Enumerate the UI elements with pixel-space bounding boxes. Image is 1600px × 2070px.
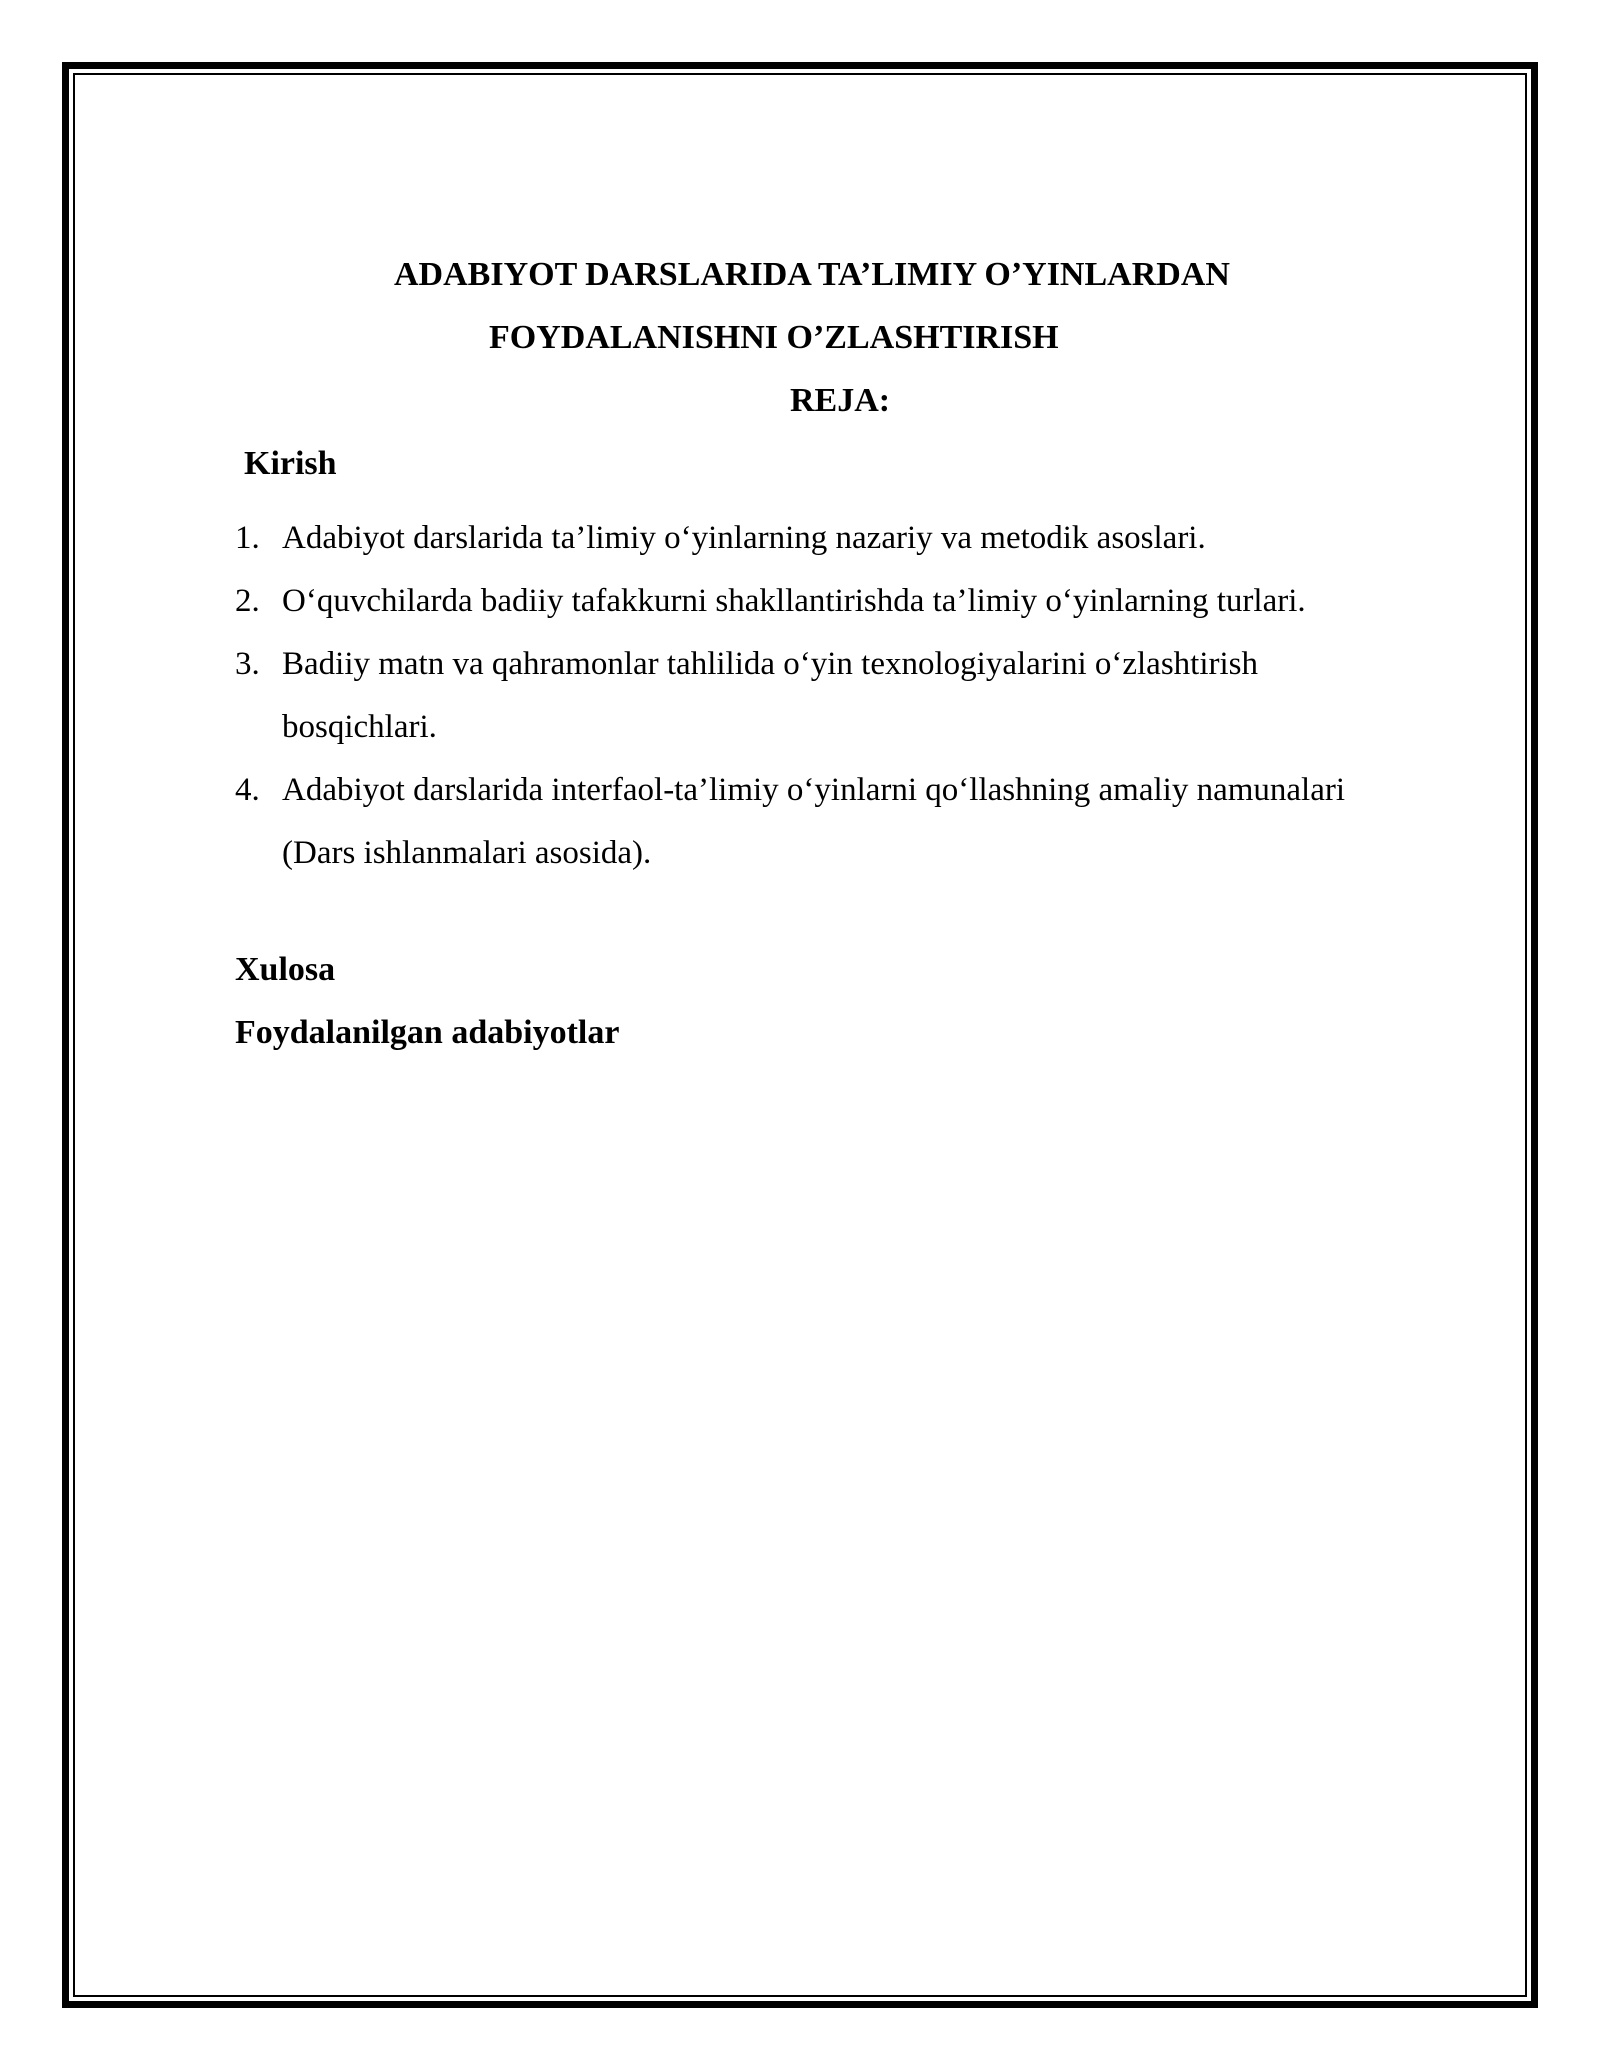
- conclusion-heading: Xulosa: [235, 951, 336, 988]
- plan-item-1: [235, 507, 1415, 570]
- plan-heading: REJA:: [790, 382, 891, 419]
- plan-item-number: 3.: [235, 646, 260, 682]
- references-heading: Foydalanilgan adabiyotlar: [235, 1014, 620, 1051]
- plan-item-number: 2.: [235, 583, 260, 619]
- plan-item-2: [235, 570, 1415, 633]
- intro-heading: Kirish: [244, 445, 337, 482]
- plan-list: [235, 507, 1415, 885]
- document-title-line-1: ADABIYOT DARSLARIDA TA’LIMIY O’YINLARDAN: [394, 256, 1230, 293]
- plan-item-text: O‘quvchilarda badiiy tafakkurni shakllantirishda ta’limiy o‘yinlarning turlari.: [282, 583, 1306, 619]
- plan-item-number: 1.: [235, 520, 260, 556]
- plan-item-4: [235, 759, 1415, 885]
- plan-item-number: 4.: [235, 772, 260, 808]
- plan-item-text: Adabiyot darslarida ta’limiy o‘yinlarning nazariy va metodik asoslari.: [282, 520, 1206, 556]
- plan-item-text: Badiiy matn va qahramonlar tahlilida o‘yin texnologiyalarini o‘zlashtirish bosqichlari.: [282, 646, 1258, 745]
- document-title-line-2: FOYDALANISHNI O’ZLASHTIRISH: [489, 319, 1059, 356]
- plan-item-3: [235, 633, 1415, 759]
- plan-item-text: Adabiyot darslarida interfaol-ta’limiy o‘yinlarni qo‘llashning amaliy namunalari (Dars ishlanmalari asosida).: [282, 772, 1346, 871]
